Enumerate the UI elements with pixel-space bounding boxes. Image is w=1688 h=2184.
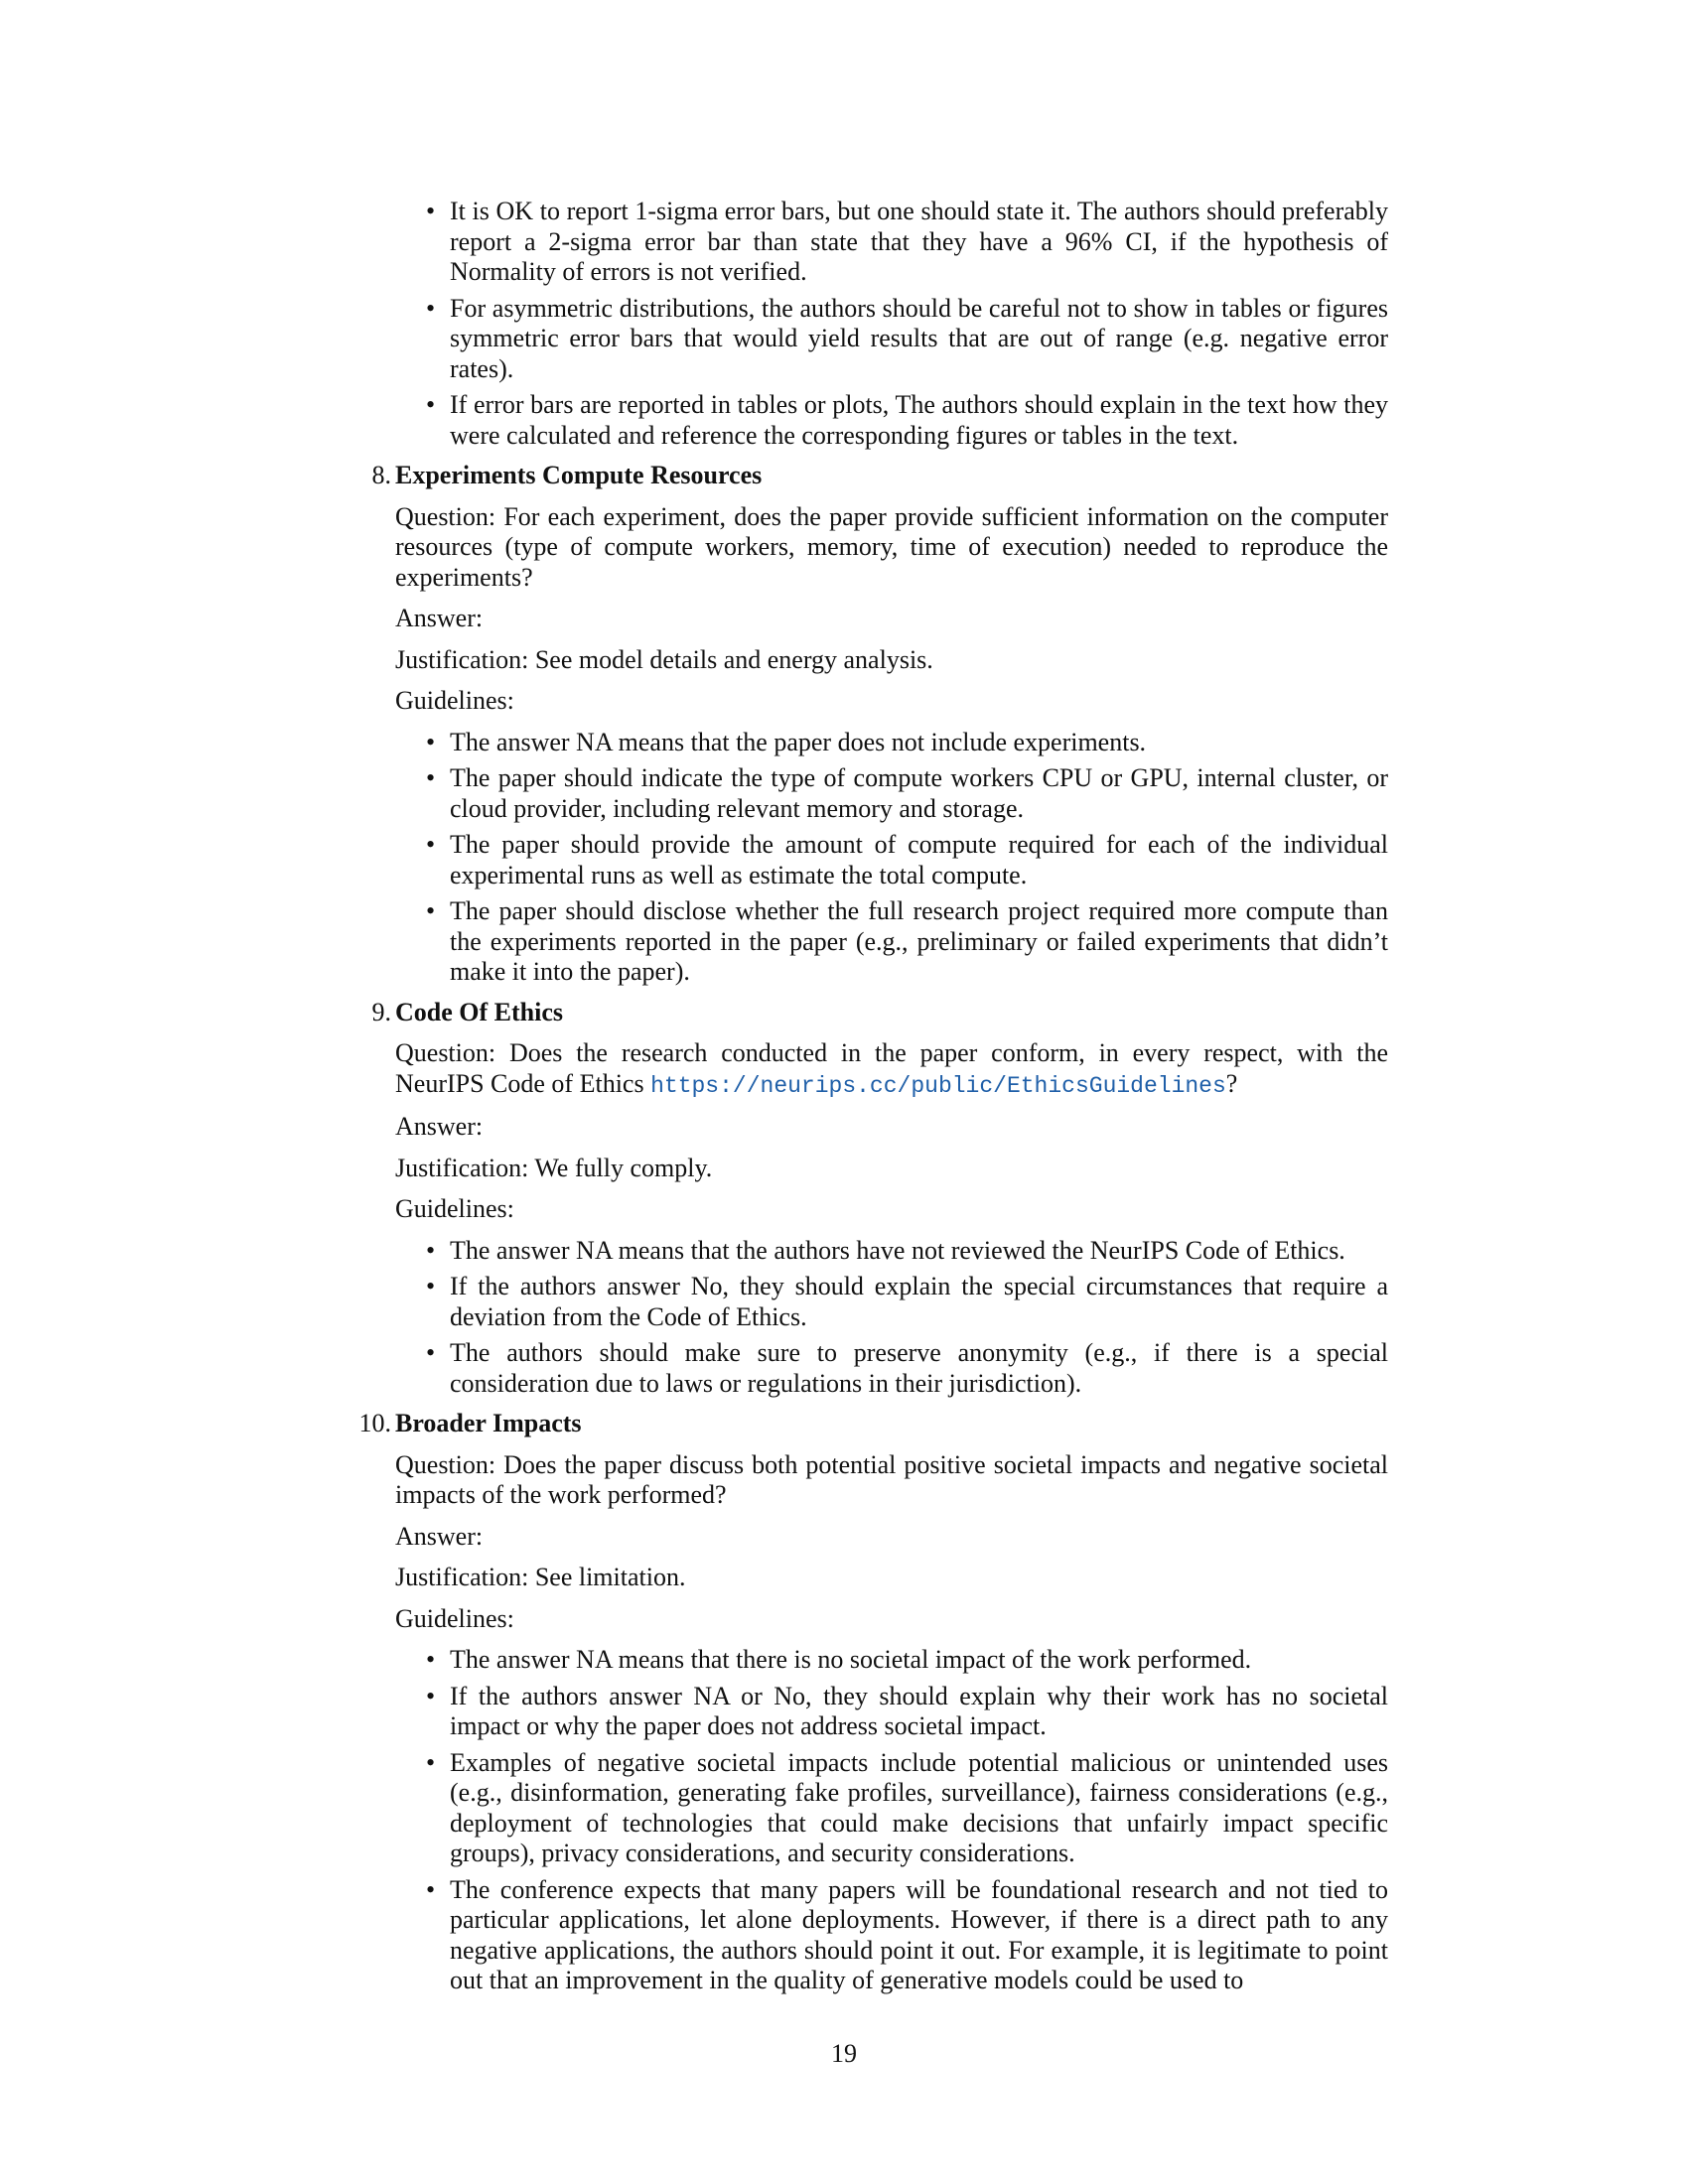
list-item: • If error bars are reported in tables or plots, The authors should explain in the text how they were calculated and reference the corresponding figures or tables in the text. [450, 390, 1388, 451]
section-compute-resources [371, 461, 1388, 988]
list-item: • The answer NA means that the paper does not include experiments. [450, 728, 1388, 758]
section-number: 8. [371, 461, 391, 489]
list-item: • The paper should provide the amount of compute required for each of the individual experimental runs as well as estimate the total compute. [450, 830, 1388, 890]
question-suffix: ? [1225, 1068, 1238, 1098]
section-number: 10. [358, 1409, 391, 1437]
question-text [395, 1038, 1388, 1101]
section-code-of-ethics [371, 997, 1388, 1400]
guidelines-list [395, 1236, 1388, 1400]
guidelines-list [395, 1645, 1388, 1996]
section-broader-impacts [358, 1409, 1388, 1996]
section-title: Broader Impacts [395, 1409, 582, 1437]
guidelines-list [395, 728, 1388, 988]
error-bar-guidelines-list [395, 197, 1388, 451]
list-item: • Examples of negative societal impacts include potential malicious or unintended uses (e.g., disinformation, generating fake profiles, surveillance), fairness considerations (e.g., deployment of technologies that could make decisions that unfairly impact specific groups), privacy considerations, and security considerations. [450, 1748, 1388, 1869]
guidelines-label: Guidelines: [395, 1603, 514, 1633]
section-title: Experiments Compute Resources [395, 461, 763, 489]
question-prefix: Question: Does the research conducted in the paper conform, in every respect, with the NeurIPS Code of Ethics [395, 1038, 1388, 1098]
question-text: Question: Does the paper discuss both potential positive societal impacts and negative societal impacts of the work performed? [395, 1449, 1388, 1509]
list-item: • The authors should make sure to preserve anonymity (e.g., if there is a special consideration due to laws or regulations in their jurisdiction). [450, 1338, 1388, 1399]
list-item: • The paper should indicate the type of compute workers CPU or GPU, internal cluster, or cloud provider, including relevant memory and storage. [450, 763, 1388, 824]
section-number: 9. [371, 997, 391, 1026]
justification-text: Justification: We fully comply. [395, 1153, 713, 1182]
list-item: • The conference expects that many papers will be foundational research and not tied to particular applications, let alone deployments. However, if there is a direct path to any negative applications, the authors should point it out. For example, it is legitimate to point out that an improvement in the quality of generative models could be used to [450, 1875, 1388, 1996]
section-title: Code Of Ethics [395, 997, 563, 1026]
answer-text: Answer: [395, 1112, 484, 1141]
guidelines-label: Guidelines: [395, 1194, 514, 1223]
list-item: • If the authors answer No, they should explain the special circumstances that require a deviation from the Code of Ethics. [450, 1272, 1388, 1332]
list-item: • The answer NA means that the authors have not reviewed the NeurIPS Code of Ethics. [450, 1236, 1388, 1267]
list-item: • It is OK to report 1-sigma error bars, but one should state it. The authors should preferably report a 2-sigma error bar than state that they have a 96% CI, if the hypothesis of Normality of errors is not verified. [450, 197, 1388, 288]
justification-text: Justification: See limitation. [395, 1563, 686, 1591]
list-item: • The paper should disclose whether the full research project required more compute than the experiments reported in the paper (e.g., preliminary or failed experiments that didn’t make it into the paper). [450, 896, 1388, 988]
guidelines-label: Guidelines: [395, 686, 514, 715]
page-content [358, 197, 1388, 2002]
list-item: • For asymmetric distributions, the authors should be careful not to show in tables or figures symmetric error bars that would yield results that are out of range (e.g. negative error rates). [450, 294, 1388, 385]
page-number: 19 [831, 2039, 857, 2068]
question-text: Question: For each experiment, does the paper provide sufficient information on the computer resources (type of compute workers, memory, time of execution) needed to reproduce the experiments? [395, 501, 1388, 592]
list-item: • If the authors answer NA or No, they should explain why their work has no societal impact or why the paper does not address societal impact. [450, 1682, 1388, 1742]
list-item: • The answer NA means that there is no societal impact of the work performed. [450, 1645, 1388, 1676]
answer-text: Answer: [395, 1521, 484, 1551]
justification-text: Justification: See model details and energy analysis. [395, 644, 933, 674]
answer-text: Answer: [395, 604, 484, 632]
ethics-guidelines-link[interactable]: https://neurips.cc/public/EthicsGuidelines [650, 1072, 1226, 1099]
